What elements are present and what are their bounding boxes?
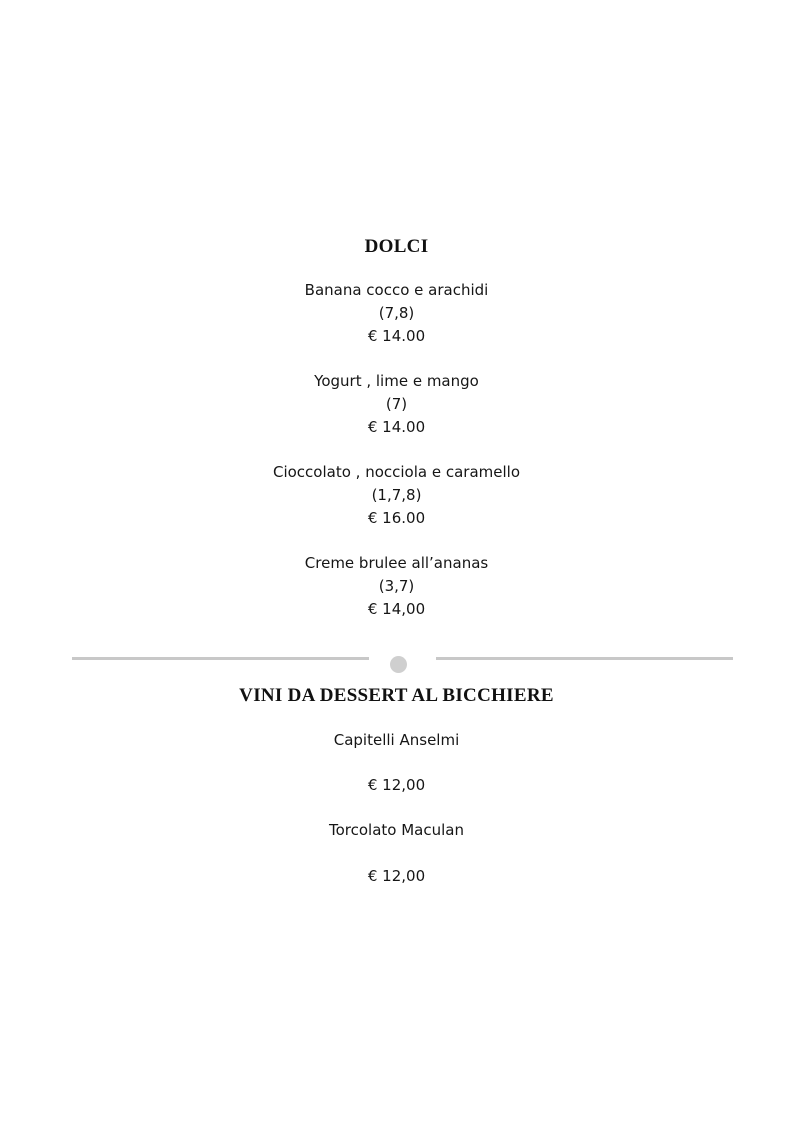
divider-line-right [436, 657, 733, 660]
dish-price: € 14,00 [367, 600, 426, 618]
wine-price: € 12,00 [367, 867, 426, 885]
dish-name: Creme brulee all’ananas [304, 554, 489, 572]
wine-name: Capitelli Anselmi [333, 731, 460, 749]
menu-item-dolce [0, 370, 793, 439]
dish-allergens: (1,7,8) [371, 486, 422, 504]
divider-ornament [390, 656, 407, 673]
dish-allergens: (3,7) [378, 577, 415, 595]
menu-item-dolce [0, 552, 793, 621]
dish-name: Yogurt , lime e mango [314, 372, 479, 390]
menu-item-vino [0, 819, 793, 842]
dish-price: € 14.00 [367, 418, 426, 436]
divider-line-left [72, 657, 369, 660]
dish-price: € 14.00 [367, 327, 426, 345]
dish-name: Cioccolato , nocciola e caramello [272, 463, 520, 481]
vini-heading: VINI DA DESSERT AL BICCHIERE [239, 685, 554, 706]
dish-price: € 16.00 [367, 509, 426, 527]
menu-item-dolce [0, 461, 793, 530]
dish-allergens: (7) [385, 395, 408, 413]
menu-item-vino [0, 729, 793, 752]
wine-name: Torcolato Maculan [329, 821, 464, 839]
wine-price: € 12,00 [367, 776, 426, 794]
menu-item-vino-price [0, 865, 793, 888]
dish-allergens: (7,8) [378, 304, 415, 322]
menu-item-vino-price [0, 774, 793, 797]
dish-name: Banana cocco e arachidi [304, 281, 489, 299]
dolci-heading: DOLCI [364, 236, 429, 257]
menu-item-dolce [0, 279, 793, 348]
